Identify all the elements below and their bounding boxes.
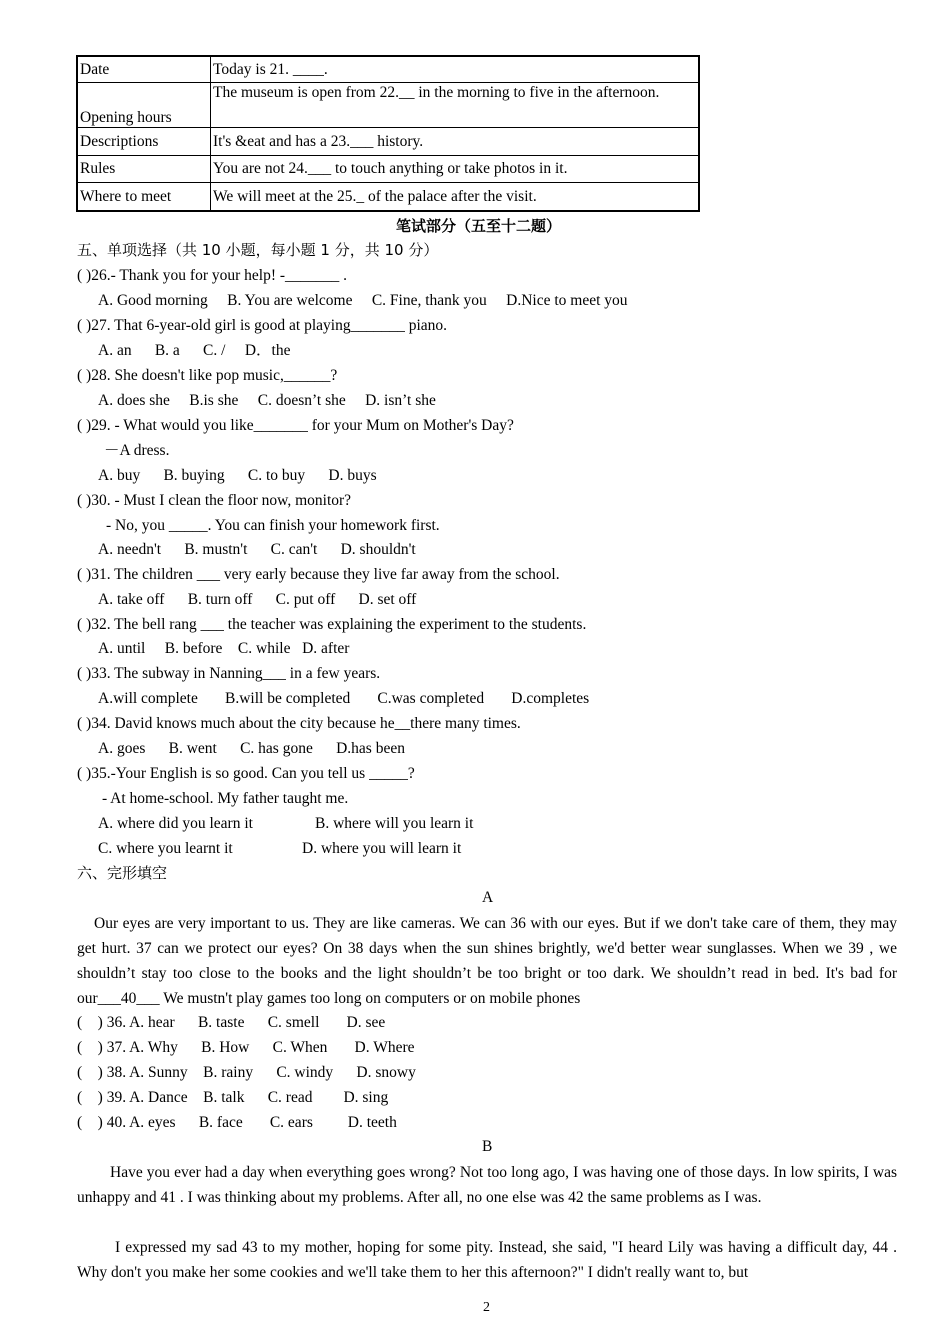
option: C. Fine, thank you [371, 292, 487, 309]
option: D．the [244, 342, 291, 359]
table-row-content: We will meet at the 25._ of the palace after the visit. [211, 182, 700, 211]
q35-option-b: B. where will you learn it [315, 815, 474, 832]
section-six-title: 六、完形填空 [77, 864, 168, 882]
question-34: ( )34. David knows much about the city because he__there many times. [77, 715, 521, 732]
q32-options [98, 639, 349, 659]
question-33: ( )33. The subway in Nanning___ in a few years. [77, 665, 381, 682]
option: B. turn off [187, 591, 253, 608]
option: C. to buy [247, 467, 306, 484]
passage-b-title: B [482, 1138, 493, 1155]
page-number: 2 [483, 1300, 490, 1315]
table-row-content: The museum is open from 22.__ in the morning to five in the afternoon. [211, 82, 700, 127]
option: A. goes [98, 740, 146, 757]
option: A. buy [98, 467, 141, 484]
cloze-a-37: ( ) 37. A. Why B. How C. When D. Where [77, 1039, 415, 1056]
option: A. does she [98, 392, 170, 409]
question-30: ( )30. - Must I clean the floor now, monitor? [77, 492, 352, 509]
section-five-title: 五、单项选择（共 10 小题，每小题 1 分，共 10 分） [77, 241, 439, 259]
q29-options [98, 466, 377, 486]
q34-options [98, 739, 405, 759]
option: C. has gone [240, 740, 313, 757]
option: B. mustn't [184, 541, 248, 558]
option: B.will be completed [225, 690, 351, 707]
option: C. put off [275, 591, 336, 608]
option: B.is she [189, 392, 239, 409]
option: C. while [237, 640, 291, 657]
option: A. Good morning [98, 292, 208, 309]
q35-answer-line: - At home-school. My father taught me. [102, 790, 349, 807]
option: B. You are welcome [227, 292, 353, 309]
option: C.was completed [377, 690, 485, 707]
cloze-a-38: ( ) 38. A. Sunny B. rainy C. windy D. snowy [77, 1064, 416, 1081]
question-27: ( )27. That 6-year-old girl is good at playing_______ piano. [77, 317, 448, 334]
option: B. buying [163, 467, 225, 484]
q31-options [98, 590, 416, 610]
cloze-a-36: ( ) 36. A. hear B. taste C. smell D. see [77, 1014, 386, 1031]
question-32: ( )32. The bell rang ___ the teacher was explaining the experiment to the students. [77, 616, 587, 633]
option: C. / [203, 342, 226, 359]
q33-options [98, 689, 589, 709]
option: A. needn't [98, 541, 162, 558]
q26-options [98, 291, 628, 311]
passage-b-paragraph-2: I expressed my sad 43 to my mother, hoping for some pity. Instead, she said, "I heard Lily was having a difficult day, 44 . Why don't you make her some cookies and we'll take them to her this afternoon?" I didn't really want to, but [77, 1239, 897, 1281]
passage-b-paragraph-1: Have you ever had a day when everything goes wrong? Not too long ago, I was having one of those days. In low spirits, I was unhappy and 41 . I was thinking about my problems. After all, no one else was 42 the same problems as I was. [77, 1164, 897, 1206]
option: D. after [302, 640, 350, 657]
option: D. buys [328, 467, 377, 484]
written-part-title: 笔试部分（五至十二题） [396, 217, 562, 235]
option: D. set off [358, 591, 417, 608]
option: D.has been [336, 740, 405, 757]
option: D. isn’t she [365, 392, 436, 409]
question-26: ( )26.- Thank you for your help! -_______ . [77, 267, 348, 284]
question-35: ( )35.-Your English is so good. Can you tell us _____? [77, 765, 415, 782]
table-row-content: Today is 21. ____. [211, 56, 700, 82]
table-row-content: It's &eat and has a 23.___ history. [211, 127, 700, 155]
q29-answer-line: －A dress. [104, 442, 170, 459]
option: B. before [164, 640, 223, 657]
option: D.Nice to meet you [506, 292, 628, 309]
option: B. went [168, 740, 217, 757]
option: B. a [154, 342, 180, 359]
q30-options [98, 540, 416, 560]
table-row-label: Where to meet [77, 182, 211, 211]
option: C. can't [270, 541, 318, 558]
q27-options [98, 341, 290, 361]
passage-a-text: Our eyes are very important to us. They are like cameras. We can 36 with our eyes. But if we don't take care of them, they may get hurt. 37 can we protect our eyes? On 38 days when the sun shines brightly, we'd better wear sunglasses. When we 39 , we shouldn’t stay too close to the books and the light shouldn’t be too bright or too dark. We shouldn’t read in bed. It's bad for our___40___ We mustn't play games too long on computers or on mobile phones [77, 915, 897, 1007]
question-31: ( )31. The children ___ very early because they live far away from the school. [77, 566, 560, 583]
q30-answer-line: - No, you _____. You can finish your homework first. [106, 517, 440, 534]
q35-option-a: A. where did you learn it [98, 815, 253, 832]
q35-option-d: D. where you will learn it [302, 840, 462, 857]
question-29: ( )29. - What would you like_______ for your Mum on Mother's Day? [77, 417, 514, 434]
option: D. shouldn't [340, 541, 416, 558]
question-28: ( )28. She doesn't like pop music,______? [77, 367, 338, 384]
option: C. doesn’t she [257, 392, 346, 409]
option: D.completes [511, 690, 590, 707]
option: A. take off [98, 591, 165, 608]
table-row-content: You are not 24.___ to touch anything or take photos in it. [211, 155, 700, 182]
info-table [76, 55, 700, 212]
option: A.will complete [98, 690, 198, 707]
q35-option-c: C. where you learnt it [98, 840, 233, 857]
table-row-label: Opening hours [77, 82, 211, 127]
cloze-a-40: ( ) 40. A. eyes B. face C. ears D. teeth [77, 1114, 397, 1131]
passage-a-title: A [482, 889, 494, 906]
q28-options [98, 391, 436, 411]
cloze-a-39: ( ) 39. A. Dance B. talk C. read D. sing [77, 1089, 389, 1106]
table-row-label: Date [77, 56, 211, 82]
table-row-label: Descriptions [77, 127, 211, 155]
table-row-label: Rules [77, 155, 211, 182]
option: A. until [98, 640, 146, 657]
option: A. an [98, 342, 132, 359]
